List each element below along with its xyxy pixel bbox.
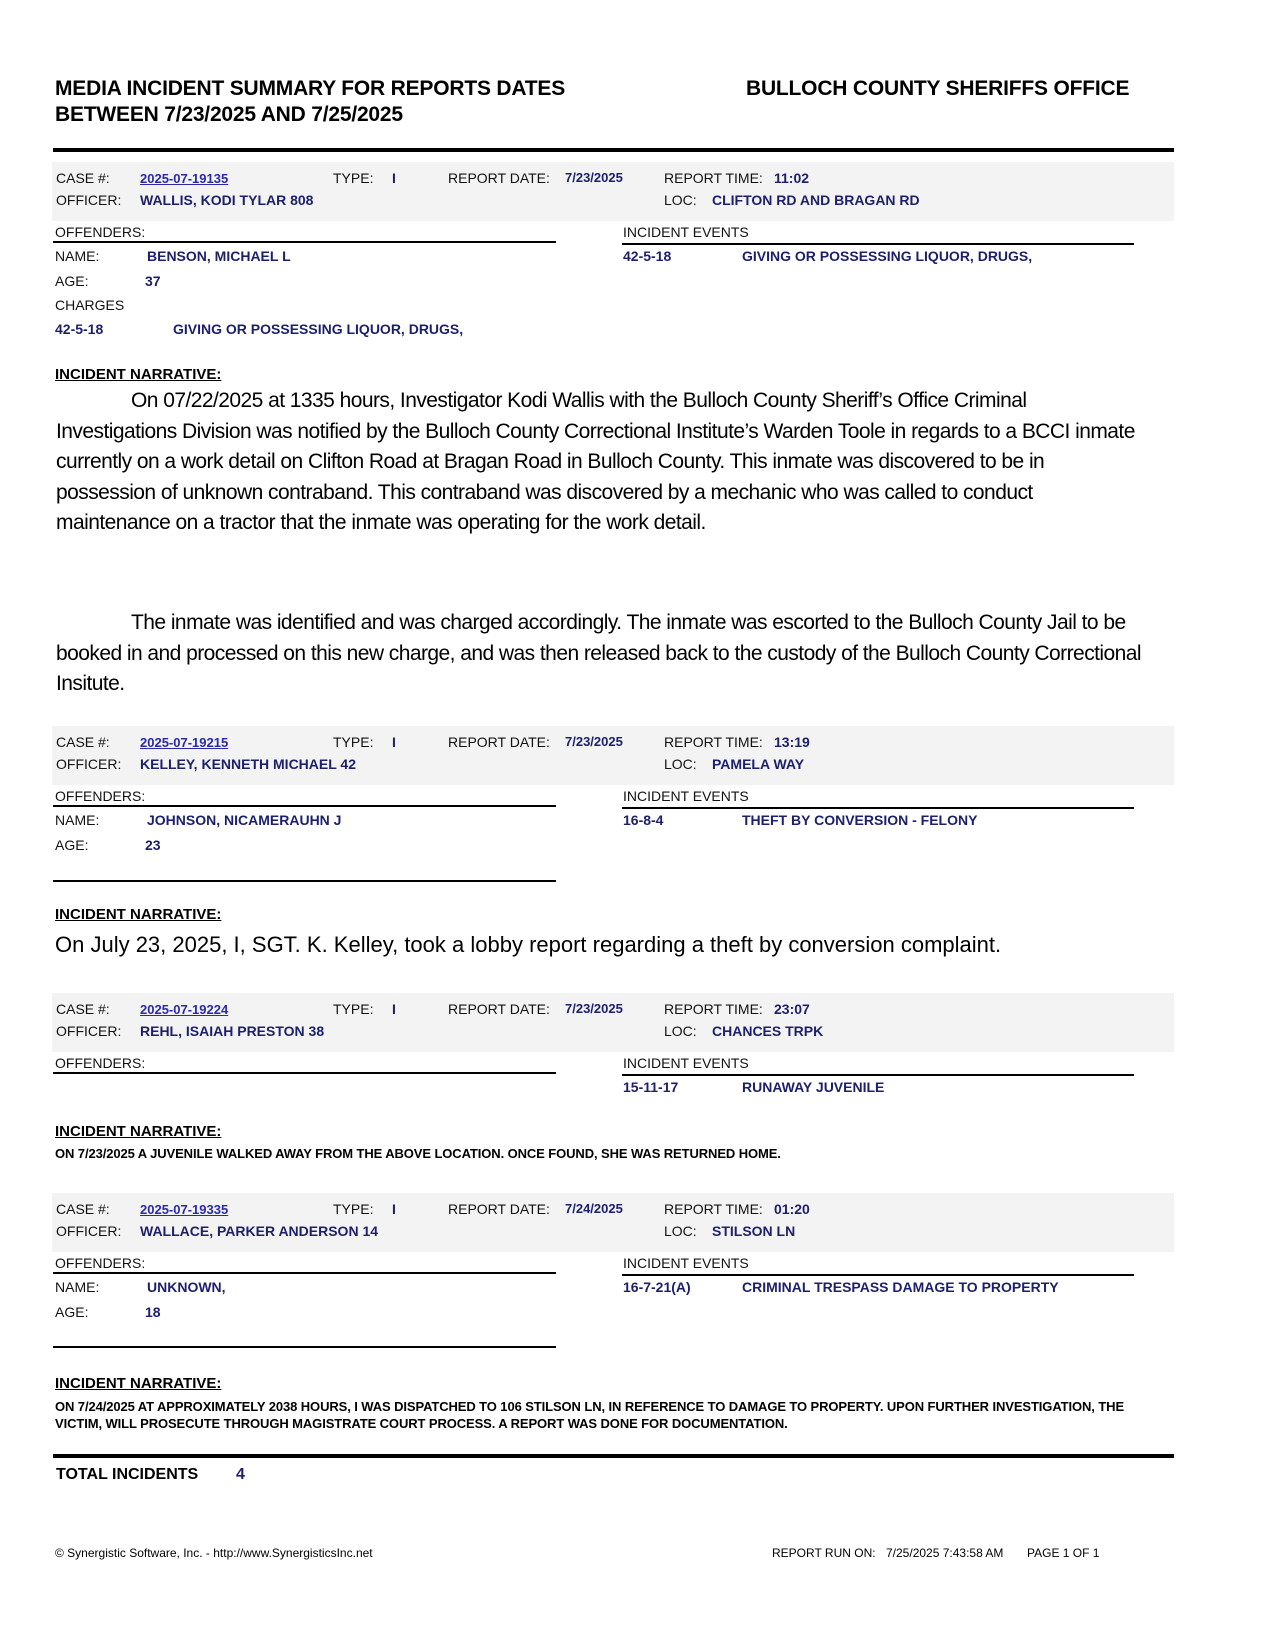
loc-value: PAMELA WAY <box>712 756 805 772</box>
footer-page-number: PAGE 1 OF 1 <box>1027 1546 1100 1560</box>
officer-label: OFFICER: <box>56 756 122 772</box>
offenders-label: OFFENDERS: <box>55 1055 146 1071</box>
report-time-label: REPORT TIME: <box>664 1201 763 1217</box>
narrative-heading: INCIDENT NARRATIVE: <box>55 1123 222 1140</box>
type-label: TYPE: <box>333 734 374 750</box>
report-date-value: 7/23/2025 <box>565 734 623 749</box>
offender-name-label: NAME: <box>55 812 100 828</box>
event-code: 16-8-4 <box>623 812 664 828</box>
event-description: CRIMINAL TRESPASS DAMAGE TO PROPERTY <box>742 1279 1059 1295</box>
case-number-link[interactable]: 2025-07-19135 <box>140 171 229 186</box>
offender-age-label: AGE: <box>55 273 89 289</box>
event-description: GIVING OR POSSESSING LIQUOR, DRUGS, <box>742 248 1033 264</box>
case-number-link[interactable]: 2025-07-19224 <box>140 1002 229 1017</box>
incident-events-label: INCIDENT EVENTS <box>623 224 749 240</box>
officer-label: OFFICER: <box>56 1223 122 1239</box>
event-code: 16-7-21(A) <box>623 1279 691 1295</box>
narrative-heading: INCIDENT NARRATIVE: <box>55 366 222 383</box>
report-date-label: REPORT DATE: <box>448 734 550 750</box>
charges-label: CHARGES <box>55 297 125 313</box>
charge-code: 42-5-18 <box>55 321 104 337</box>
type-label: TYPE: <box>333 170 374 186</box>
case-label: CASE #: <box>56 1201 110 1217</box>
agency-name: BULLOCH COUNTY SHERIFFS OFFICE <box>746 77 1130 100</box>
narrative-paragraph: ON 7/24/2025 AT APPROXIMATELY 2038 HOURS, I WAS DISPATCHED TO 106 STILSON LN, IN REFERENCE TO DAMAGE TO PROPERTY. UPON FURTHER INVESTIGATION, THE VICTIM, WILL PROSECUTE THROUGH MAGISTRATE COURT PROCESS. A REPORT WAS DONE FOR DOCUMENTATION. <box>55 1399 1125 1431</box>
report-time-value: 01:20 <box>774 1201 810 1217</box>
offender-name-value: UNKNOWN, <box>147 1279 226 1295</box>
case-number-link[interactable]: 2025-07-19215 <box>140 735 229 750</box>
footer-report-run-label: REPORT RUN ON: <box>772 1546 876 1560</box>
report-date-label: REPORT DATE: <box>448 170 550 186</box>
totals-divider <box>53 1454 1174 1458</box>
footer-copyright: © Synergistic Software, Inc. - http://www.SynergisticsInc.net <box>55 1546 373 1560</box>
offender-age-value: 23 <box>145 837 161 853</box>
offenders-label: OFFENDERS: <box>55 224 146 240</box>
report-time-label: REPORT TIME: <box>664 1001 763 1017</box>
footer-report-run-value: 7/25/2025 7:43:58 AM <box>886 1546 1004 1560</box>
event-description: THEFT BY CONVERSION - FELONY <box>742 812 978 828</box>
loc-label: LOC: <box>664 756 697 772</box>
officer-label: OFFICER: <box>56 192 122 208</box>
loc-value: CHANCES TRPK <box>712 1023 824 1039</box>
offenders-divider <box>53 1072 556 1074</box>
type-value: I <box>392 734 396 750</box>
report-date-value: 7/23/2025 <box>565 170 623 185</box>
report-date-value: 7/24/2025 <box>565 1201 623 1216</box>
type-value: I <box>392 1201 396 1217</box>
loc-label: LOC: <box>664 1223 697 1239</box>
incident-events-label: INCIDENT EVENTS <box>623 1055 749 1071</box>
offenders-divider <box>53 241 556 243</box>
offender-end-divider <box>53 1346 556 1348</box>
offender-name-label: NAME: <box>55 248 100 264</box>
case-label: CASE #: <box>56 1001 110 1017</box>
offender-age-value: 18 <box>145 1304 161 1320</box>
loc-label: LOC: <box>664 192 697 208</box>
offenders-label: OFFENDERS: <box>55 788 146 804</box>
report-date-label: REPORT DATE: <box>448 1001 550 1017</box>
offender-end-divider <box>53 880 556 882</box>
narrative-paragraph: ON 7/23/2025 A JUVENILE WALKED AWAY FROM THE ABOVE LOCATION. ONCE FOUND, SHE WAS RETURNED HOME. <box>55 1146 781 1161</box>
event-code: 42-5-18 <box>623 248 672 264</box>
officer-label: OFFICER: <box>56 1023 122 1039</box>
incident-events-divider <box>622 807 1134 809</box>
report-time-value: 11:02 <box>774 170 810 186</box>
offender-name-value: JOHNSON, NICAMERAUHN J <box>147 812 342 828</box>
case-label: CASE #: <box>56 170 110 186</box>
header-divider <box>53 148 1174 152</box>
report-time-label: REPORT TIME: <box>664 734 763 750</box>
report-title-line2: BETWEEN 7/23/2025 AND 7/25/2025 <box>55 103 403 126</box>
offender-age-label: AGE: <box>55 837 89 853</box>
total-incidents-value: 4 <box>236 1466 245 1483</box>
report-date-value: 7/23/2025 <box>565 1001 623 1016</box>
incident-events-divider <box>622 1074 1134 1076</box>
loc-value: CLIFTON RD AND BRAGAN RD <box>712 192 920 208</box>
offender-age-value: 37 <box>145 273 161 289</box>
officer-value: WALLIS, KODI TYLAR 808 <box>140 192 314 208</box>
type-label: TYPE: <box>333 1001 374 1017</box>
narrative-paragraph: The inmate was identified and was charged accordingly. The inmate was escorted to the Bulloch County Jail to be booked in and processed on this new charge, and was then released back to the custody of the Bulloch County Correctional Insitute. <box>56 611 1142 695</box>
report-time-value: 13:19 <box>774 734 810 750</box>
incident-events-divider <box>622 1274 1134 1276</box>
offenders-label: OFFENDERS: <box>55 1255 146 1271</box>
officer-value: REHL, ISAIAH PRESTON 38 <box>140 1023 325 1039</box>
report-time-value: 23:07 <box>774 1001 810 1017</box>
incident-events-label: INCIDENT EVENTS <box>623 788 749 804</box>
offender-name-label: NAME: <box>55 1279 100 1295</box>
narrative-paragraph: On July 23, 2025, I, SGT. K. Kelley, took a lobby report regarding a theft by conversion complaint. <box>55 932 1002 957</box>
narrative-heading: INCIDENT NARRATIVE: <box>55 1375 222 1392</box>
report-date-label: REPORT DATE: <box>448 1201 550 1217</box>
case-label: CASE #: <box>56 734 110 750</box>
offenders-divider <box>53 1272 556 1274</box>
event-description: RUNAWAY JUVENILE <box>742 1079 885 1095</box>
narrative-heading: INCIDENT NARRATIVE: <box>55 906 222 923</box>
event-code: 15-11-17 <box>623 1079 679 1095</box>
incident-events-divider <box>622 243 1134 245</box>
officer-value: KELLEY, KENNETH MICHAEL 42 <box>140 756 356 772</box>
offender-name-value: BENSON, MICHAEL L <box>147 248 291 264</box>
type-label: TYPE: <box>333 1201 374 1217</box>
report-title-line1: MEDIA INCIDENT SUMMARY FOR REPORTS DATES <box>55 77 566 100</box>
charge-description: GIVING OR POSSESSING LIQUOR, DRUGS, <box>173 321 464 337</box>
officer-value: WALLACE, PARKER ANDERSON 14 <box>140 1223 379 1239</box>
report-time-label: REPORT TIME: <box>664 170 763 186</box>
case-number-link[interactable]: 2025-07-19335 <box>140 1202 229 1217</box>
narrative-paragraph: On 07/22/2025 at 1335 hours, Investigator Kodi Wallis with the Bulloch County Sheriff’s Office Criminal Investigations Division was notified by the Bulloch County Correctional Institute’s Warden Toole in regards to a BCCI inmate currently on a work detail on Clifton Road at Bragan Road in Bulloch County. This inmate was discovered to be in possession of unknown contraband. This contraband was discovered by a mechanic who was called to conduct maintenance on a tractor that the inmate was operating for the work detail. <box>56 389 1135 534</box>
offender-age-label: AGE: <box>55 1304 89 1320</box>
loc-label: LOC: <box>664 1023 697 1039</box>
loc-value: STILSON LN <box>712 1223 796 1239</box>
type-value: I <box>392 170 396 186</box>
total-incidents-label: TOTAL INCIDENTS <box>56 1466 199 1483</box>
offenders-divider <box>53 805 556 807</box>
type-value: I <box>392 1001 396 1017</box>
incident-events-label: INCIDENT EVENTS <box>623 1255 749 1271</box>
